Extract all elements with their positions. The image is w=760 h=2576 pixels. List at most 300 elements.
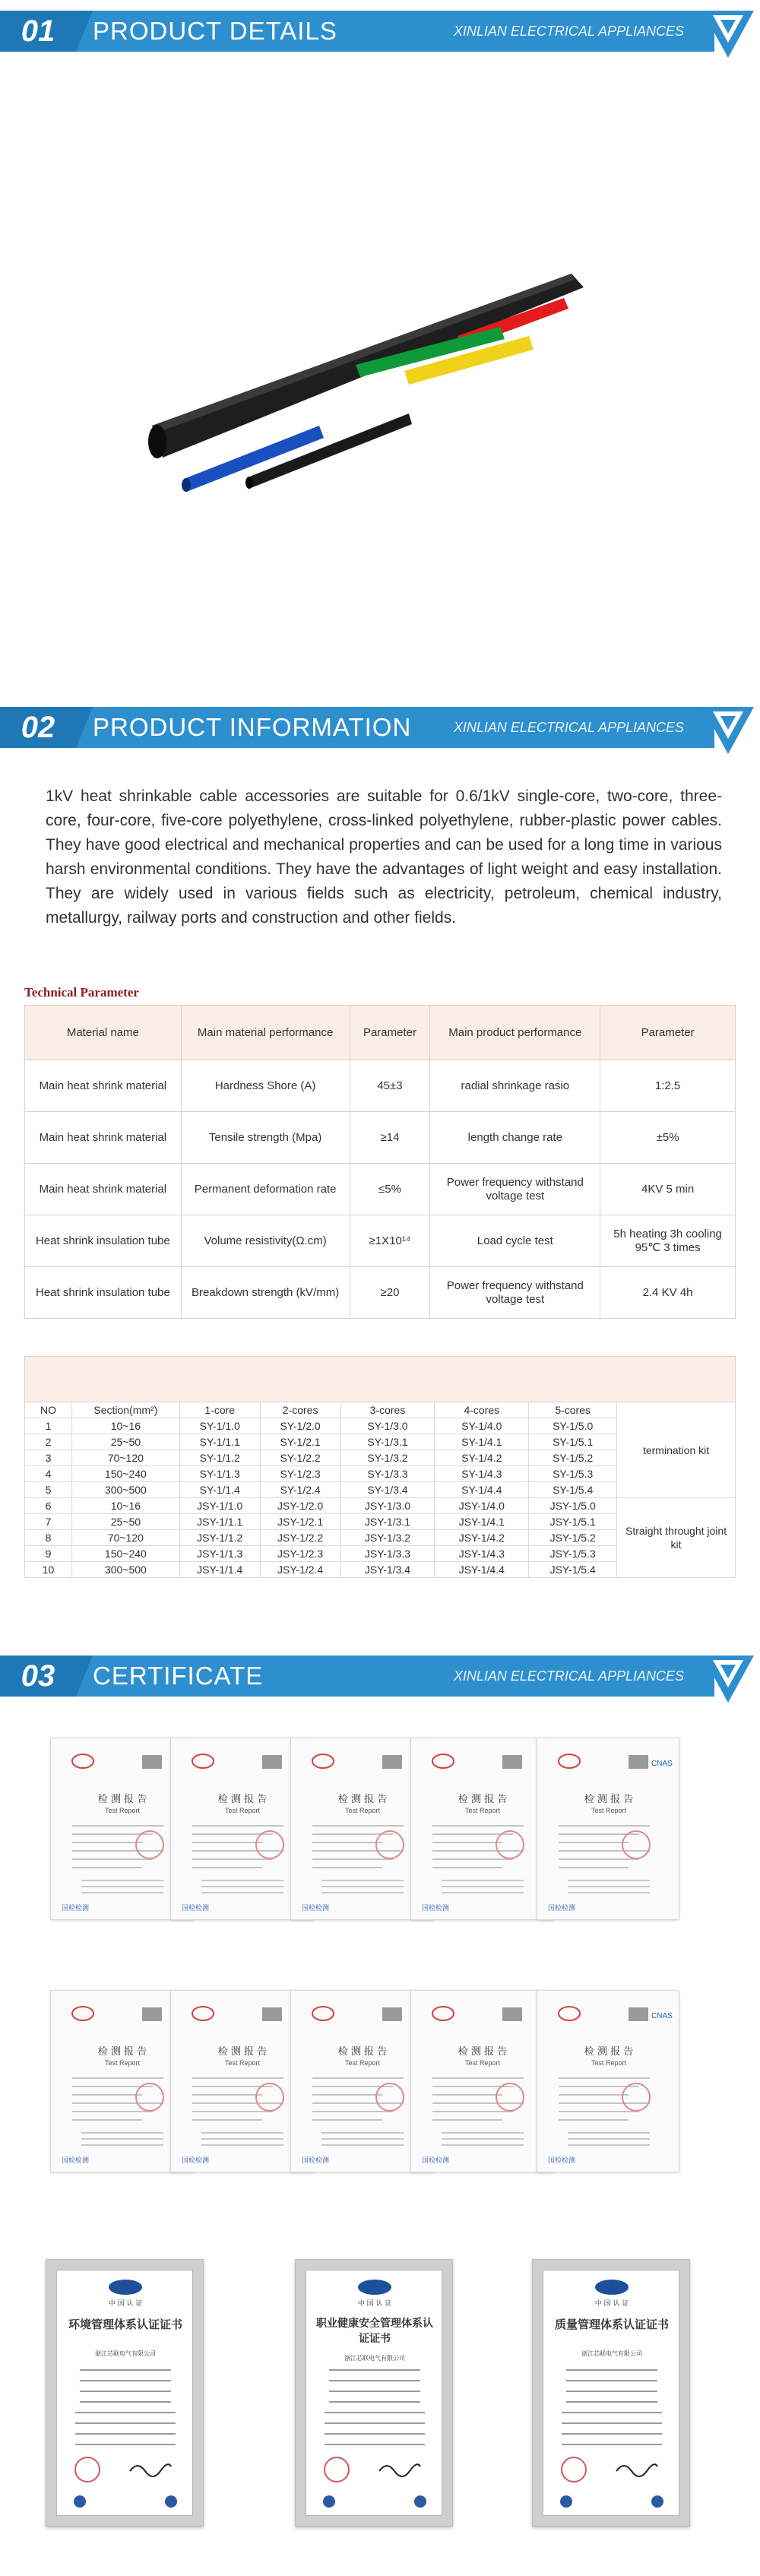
header-cell: 4-cores: [435, 1402, 529, 1418]
table-cell: SY-1/3.2: [340, 1450, 435, 1466]
stamp-icon: [376, 2083, 404, 2111]
table-cell: JSY-1/2.1: [260, 1514, 340, 1530]
table-row: [25, 1498, 736, 1514]
cert-logo-icon: [560, 2495, 572, 2508]
report-text-line: [442, 1886, 524, 1887]
report-subtitle: Test Report: [224, 2059, 261, 2067]
table-cell: SY-1/5.4: [529, 1482, 617, 1498]
section-title: PRODUCT INFORMATION: [93, 713, 412, 741]
table-cell: 70~120: [71, 1450, 179, 1466]
table-cell: Volume resistivity(Ω.cm): [181, 1215, 350, 1267]
report-text-line: [201, 1880, 283, 1881]
table-cell: Permanent deformation rate: [181, 1164, 350, 1215]
report-badge-icon: [502, 2007, 522, 2021]
table-cell: ≥20: [350, 1267, 430, 1319]
report-subtitle: Test Report: [344, 1807, 381, 1814]
table-cell: JSY-1/4.2: [435, 1530, 529, 1546]
report-text-line: [321, 2132, 404, 2134]
header-cell: 3-cores: [340, 1402, 435, 1418]
report-text-line: [81, 2138, 163, 2140]
table-cell: JSY-1/5.0: [529, 1498, 617, 1514]
table-cell: JSY-1/5.1: [529, 1514, 617, 1530]
table-cell: SY-1/3.0: [340, 1418, 435, 1434]
stamp-icon: [376, 1831, 404, 1858]
report-text-line: [442, 1880, 524, 1881]
technical-parameter-title: Technical Parameter: [24, 985, 139, 1000]
table-cell: ≥14: [350, 1112, 430, 1164]
table-cell: SY-1/5.2: [529, 1450, 617, 1466]
table-cell: SY-1/5.3: [529, 1466, 617, 1482]
cert-title: 环境管理体系认证证书: [68, 2318, 182, 2331]
cert-text-line: [325, 2422, 425, 2424]
table-cell: JSY-1/1.4: [179, 1562, 260, 1578]
table-cell: Main heat shrink material: [25, 1164, 182, 1215]
report-footer-logo: 国检检测: [548, 1905, 576, 1912]
report-badge-icon: [142, 1755, 162, 1769]
report-text-line: [568, 1892, 650, 1893]
table-cell: 150~240: [71, 1466, 179, 1482]
certificate-decoration: [57, 2270, 194, 2517]
brand-v-icon: [699, 1649, 757, 1707]
section-header-certificate: [0, 1645, 760, 1709]
table-cell: SY-1/4.0: [435, 1418, 529, 1434]
header-cell: 1-core: [179, 1402, 260, 1418]
table-cell: ≤5%: [350, 1164, 430, 1215]
test-report-card: [537, 1990, 679, 2172]
cert-text-line: [329, 2401, 420, 2403]
stamp-icon: [256, 2083, 283, 2111]
report-text-line: [568, 1880, 650, 1881]
table-cell: 70~120: [71, 1530, 179, 1546]
report-text-line: [81, 1880, 163, 1881]
report-text-line: [568, 2138, 650, 2140]
cert-text-line: [325, 2433, 425, 2435]
table-row: [25, 1267, 736, 1319]
report-text-line: [72, 2119, 142, 2121]
report-title: 检 测 报 告: [217, 2046, 268, 2058]
table-cell: JSY-1/1.3: [179, 1546, 260, 1562]
cert-company: 浙江芯联电气有限公司: [581, 2350, 642, 2357]
report-text-line: [72, 2094, 142, 2096]
report-footer-logo: 国检检测: [422, 2157, 450, 2165]
table-cell: ±5%: [600, 1112, 736, 1164]
test-report-card: [410, 1990, 553, 2172]
report-footer-logo: 国检检测: [62, 2157, 90, 2165]
cert-title: 质量管理体系认证证书: [554, 2318, 669, 2331]
report-text-line: [559, 2111, 639, 2112]
table-cell: SY-1/1.3: [179, 1466, 260, 1482]
cert-title: 职业健康安全管理体系认证证书: [316, 2318, 433, 2345]
report-text-line: [432, 1858, 513, 1860]
report-text-line: [201, 1886, 283, 1887]
report-badge-icon: [262, 2007, 282, 2021]
table-cell: JSY-1/2.2: [260, 1530, 340, 1546]
report-text-line: [72, 1842, 142, 1843]
report-text-line: [442, 2132, 524, 2134]
cert-text-line: [562, 2444, 662, 2445]
report-text-line: [432, 1842, 502, 1843]
report-text-line: [192, 2077, 283, 2079]
cert-text-line: [562, 2422, 662, 2424]
table-cell: SY-1/5.1: [529, 1434, 617, 1450]
report-logo-icon: [312, 2007, 334, 2020]
report-text-line: [72, 1825, 163, 1827]
test-report-card: [537, 1738, 679, 1920]
report-text-line: [432, 1850, 524, 1852]
table-cell: JSY-1/4.0: [435, 1498, 529, 1514]
report-title: 检 测 报 告: [337, 2046, 388, 2058]
certificate-decoration: [306, 2270, 443, 2517]
cnas-label: CNAS: [651, 1760, 673, 1768]
report-text-line: [312, 1858, 393, 1860]
table-cell: JSY-1/4.1: [435, 1514, 529, 1530]
section-title: CERTIFICATE: [93, 1662, 264, 1690]
table-row: [25, 1215, 736, 1267]
report-text-line: [442, 2144, 524, 2146]
header-cell: 2-cores: [260, 1402, 340, 1418]
table-cell: 7: [25, 1514, 72, 1530]
report-logo-icon: [559, 2007, 580, 2020]
header-cell: Section(mm²): [71, 1402, 179, 1418]
cert-text-line: [80, 2401, 171, 2403]
cqc-emblem-icon: [595, 2280, 629, 2295]
report-text-line: [432, 2077, 524, 2079]
table-row: [25, 1164, 736, 1215]
product-description: 1kV heat shrinkable cable accessories are suitable for 0.6/1kV single-core, two-core, three-core, four-core, five-core polyethylene, cross-linked polyethylene, rubber-plastic power cables. They have good electrical and mechanical properties and can be used for a long time in various harsh environmental conditions. They have the advantages of light weight and easy installation. They are widely used in various fields such as electricity, petroleum, chemical industry, metallurgy, railway ports and construction and other fields.: [46, 787, 722, 927]
table-cell: 6: [25, 1498, 72, 1514]
table-cell: Main heat shrink material: [25, 1112, 182, 1164]
report-text-line: [81, 2132, 163, 2134]
stamp-icon: [256, 1831, 283, 1858]
report-text-line: [559, 2102, 650, 2104]
report-subtitle: Test Report: [104, 1807, 141, 1814]
technical-parameter-table: [24, 1005, 736, 1319]
table-cell: length change rate: [430, 1112, 600, 1164]
test-report-row-1: [50, 1738, 711, 1935]
certificate-frame-environment: [46, 2259, 204, 2527]
table-cell: SY-1/3.1: [340, 1434, 435, 1450]
report-text-line: [312, 2119, 382, 2121]
header-cell: NO: [25, 1402, 72, 1418]
report-text-line: [72, 1858, 153, 1860]
table-cell: Hardness Shore (A): [181, 1060, 350, 1112]
cert-text-line: [80, 2391, 171, 2392]
report-text-line: [559, 1850, 650, 1852]
cert-text-line: [562, 2412, 662, 2413]
table-cell: SY-1/4.3: [435, 1466, 529, 1482]
table-cell: 5: [25, 1482, 72, 1498]
cert-org: 中 国 认 证: [108, 2300, 143, 2308]
report-text-line: [559, 2077, 650, 2079]
brand-v-icon: [699, 5, 757, 62]
table-cell: 1:2.5: [600, 1060, 736, 1112]
report-text-line: [568, 2144, 650, 2146]
report-title: 检 测 报 告: [217, 1794, 268, 1805]
header-cell: Main material performance: [181, 1006, 350, 1060]
report-text-line: [192, 2119, 262, 2121]
table-cell: SY-1/4.2: [435, 1450, 529, 1466]
title-band-cell: [25, 1357, 736, 1402]
stamp-icon: [136, 2083, 163, 2111]
report-text-line: [81, 2144, 163, 2146]
report-text-line: [201, 2132, 283, 2134]
table-cell: SY-1/3.3: [340, 1466, 435, 1482]
report-title: 检 测 报 告: [97, 1794, 147, 1805]
table-cell: JSY-1/5.2: [529, 1530, 617, 1546]
report-title: 检 测 报 告: [97, 2046, 147, 2058]
test-report-document: [411, 1991, 554, 2173]
cert-text-line: [562, 2433, 662, 2435]
report-text-line: [559, 2094, 629, 2096]
report-text-line: [192, 1850, 283, 1852]
seal-icon: [562, 2457, 586, 2482]
report-text-line: [192, 2102, 283, 2104]
table-cell: Breakdown strength (kV/mm): [181, 1267, 350, 1319]
report-text-line: [312, 2077, 404, 2079]
test-report-document: [537, 1738, 680, 1921]
report-text-line: [312, 2111, 393, 2112]
product-photo-heat-shrink-tubes: [106, 251, 593, 502]
report-text-line: [312, 2094, 382, 2096]
cert-text-line: [75, 2444, 176, 2445]
table-cell: JSY-1/2.0: [260, 1498, 340, 1514]
report-footer-logo: 国检检测: [182, 1905, 210, 1912]
cert-org: 中 国 认 证: [594, 2300, 629, 2308]
group-label-joint: Straight throught joint kit: [617, 1498, 736, 1578]
report-logo-icon: [432, 1754, 454, 1768]
report-logo-icon: [192, 2007, 214, 2020]
cert-company: 浙江芯联电气有限公司: [95, 2350, 156, 2357]
report-subtitle: Test Report: [464, 2059, 501, 2067]
report-title: 检 测 报 告: [584, 2046, 634, 2058]
table-cell: SY-1/4.1: [435, 1434, 529, 1450]
report-title: 检 测 报 告: [584, 1794, 634, 1805]
certificate-frame-quality: [532, 2259, 690, 2527]
company-name: XINLIAN ELECTRICAL APPLIANCES: [453, 1668, 684, 1684]
report-text-line: [72, 2111, 153, 2112]
cert-text-line: [80, 2369, 171, 2371]
report-text-line: [192, 2111, 273, 2112]
report-text-line: [72, 1867, 142, 1868]
table-header-row: [25, 1006, 736, 1060]
report-footer-logo: 国检检测: [548, 2157, 576, 2165]
report-text-line: [559, 1867, 629, 1868]
report-footer-logo: 国检检测: [62, 1905, 90, 1912]
table-cell: SY-1/1.2: [179, 1450, 260, 1466]
signature-icon: [379, 2464, 420, 2476]
table-cell: SY-1/1.0: [179, 1418, 260, 1434]
header-cell: 5-cores: [529, 1402, 617, 1418]
stamp-icon: [496, 1831, 524, 1858]
cert-text-line: [75, 2422, 176, 2424]
cert-org: 中 国 认 证: [357, 2300, 392, 2308]
table-cell: 10~16: [71, 1498, 179, 1514]
report-text-line: [568, 1886, 650, 1887]
table-cell: JSY-1/3.3: [340, 1546, 435, 1562]
report-text-line: [201, 1892, 283, 1893]
cert-text-line: [75, 2412, 176, 2413]
report-text-line: [432, 1825, 524, 1827]
report-text-line: [312, 1867, 382, 1868]
report-title: 检 测 报 告: [337, 1794, 388, 1805]
report-subtitle: Test Report: [591, 1807, 627, 1814]
report-text-line: [72, 1850, 163, 1852]
table-row: [25, 1112, 736, 1164]
header-cell: Material name: [25, 1006, 182, 1060]
table-cell: Power frequency withstand voltage test: [430, 1164, 600, 1215]
signature-icon: [616, 2464, 657, 2476]
report-subtitle: Test Report: [591, 2059, 627, 2067]
report-badge-icon: [262, 1755, 282, 1769]
table-cell: SY-1/2.4: [260, 1482, 340, 1498]
stamp-icon: [496, 2083, 524, 2111]
table-cell: JSY-1/1.2: [179, 1530, 260, 1546]
report-text-line: [72, 2102, 163, 2104]
section-header-product-details: [0, 0, 760, 64]
table-row: [25, 1060, 736, 1112]
report-text-line: [432, 2094, 502, 2096]
report-text-line: [442, 2138, 524, 2140]
cert-text-line: [80, 2380, 171, 2381]
report-text-line: [312, 2102, 404, 2104]
report-text-line: [321, 1886, 404, 1887]
report-logo-icon: [72, 2007, 93, 2020]
table-cell: 300~500: [71, 1482, 179, 1498]
report-text-line: [201, 2138, 283, 2140]
table-cell: JSY-1/4.4: [435, 1562, 529, 1578]
table-header-row: [25, 1402, 736, 1418]
report-text-line: [559, 1825, 650, 1827]
cqc-emblem-icon: [358, 2280, 391, 2295]
table-cell: Heat shrink insulation tube: [25, 1215, 182, 1267]
test-report-document: [537, 1991, 680, 2173]
group-label-termination: termination kit: [617, 1402, 736, 1498]
cert-text-line: [325, 2412, 425, 2413]
report-logo-icon: [559, 1754, 580, 1768]
report-text-line: [192, 1825, 283, 1827]
cert-text-line: [325, 2444, 425, 2445]
cnas-label: CNAS: [651, 2012, 673, 2020]
report-logo-icon: [72, 1754, 93, 1768]
header-cell: Parameter: [600, 1006, 736, 1060]
section-number: 02: [0, 707, 76, 748]
table-cell: JSY-1/4.3: [435, 1546, 529, 1562]
report-text-line: [192, 1858, 273, 1860]
report-logo-icon: [192, 1754, 214, 1768]
table-cell: SY-1/1.4: [179, 1482, 260, 1498]
table-cell: JSY-1/3.4: [340, 1562, 435, 1578]
cert-text-line: [566, 2391, 657, 2392]
brand-v-icon: [699, 701, 757, 759]
cert-logo-icon: [651, 2495, 663, 2508]
report-text-line: [192, 2094, 262, 2096]
report-text-line: [192, 1842, 262, 1843]
table-cell: 9: [25, 1546, 72, 1562]
report-text-line: [312, 1850, 404, 1852]
table-cell: radial shrinkage rasio: [430, 1060, 600, 1112]
table-cell: JSY-1/3.2: [340, 1530, 435, 1546]
table-cell: SY-1/2.2: [260, 1450, 340, 1466]
report-footer-logo: 国检检测: [182, 2157, 210, 2165]
test-report-card: [410, 1738, 553, 1920]
table-cell: SY-1/3.4: [340, 1482, 435, 1498]
report-text-line: [192, 1867, 262, 1868]
company-name: XINLIAN ELECTRICAL APPLIANCES: [453, 720, 684, 735]
table-cell: 45±3: [350, 1060, 430, 1112]
report-footer-logo: 国检检测: [302, 2157, 330, 2165]
table-cell: SY-1/2.3: [260, 1466, 340, 1482]
report-badge-icon: [382, 2007, 402, 2021]
report-subtitle: Test Report: [224, 1807, 261, 1814]
cert-text-line: [75, 2433, 176, 2435]
cert-logo-icon: [165, 2495, 177, 2508]
report-text-line: [72, 2077, 163, 2079]
header-cell: Main product performance: [430, 1006, 600, 1060]
table-cell: 2.4 KV 4h: [600, 1267, 736, 1319]
company-name: XINLIAN ELECTRICAL APPLIANCES: [453, 24, 684, 39]
cert-text-line: [566, 2380, 657, 2381]
report-text-line: [559, 1842, 629, 1843]
cert-text-line: [566, 2369, 657, 2371]
report-text-line: [201, 2144, 283, 2146]
report-text-line: [432, 1867, 502, 1868]
table-cell: Tensile strength (Mpa): [181, 1112, 350, 1164]
cert-logo-icon: [323, 2495, 335, 2508]
report-text-line: [321, 2138, 404, 2140]
report-footer-logo: 国检检测: [422, 1905, 450, 1912]
test-report-document: [411, 1738, 554, 1921]
certificate-decoration: [543, 2270, 680, 2517]
table-cell: 25~50: [71, 1434, 179, 1450]
report-logo-icon: [432, 2007, 454, 2020]
table-cell: JSY-1/3.0: [340, 1498, 435, 1514]
report-text-line: [568, 2132, 650, 2134]
report-text-line: [432, 2111, 513, 2112]
cert-text-line: [329, 2369, 420, 2371]
test-report-row-2: [50, 1990, 711, 2188]
table-cell: JSY-1/5.4: [529, 1562, 617, 1578]
report-text-line: [559, 2119, 629, 2121]
stamp-icon: [622, 2083, 650, 2111]
table-cell: SY-1/4.4: [435, 1482, 529, 1498]
table-cell: 5h heating 3h cooling 95℃ 3 times: [600, 1215, 736, 1267]
table-cell: SY-1/1.1: [179, 1434, 260, 1450]
table-cell: 1: [25, 1418, 72, 1434]
table-cell: Load cycle test: [430, 1215, 600, 1267]
table-cell: 300~500: [71, 1562, 179, 1578]
table-cell: 10: [25, 1562, 72, 1578]
report-text-line: [321, 1892, 404, 1893]
section-title: PRODUCT DETAILS: [93, 17, 337, 45]
cqc-emblem-icon: [109, 2280, 142, 2295]
report-text-line: [312, 1842, 382, 1843]
report-text-line: [312, 1825, 404, 1827]
table-cell: Main heat shrink material: [25, 1060, 182, 1112]
report-text-line: [442, 1892, 524, 1893]
report-badge-icon: [629, 1755, 648, 1769]
report-subtitle: Test Report: [104, 2059, 141, 2067]
report-title: 检 测 报 告: [458, 1794, 508, 1805]
report-badge-icon: [502, 1755, 522, 1769]
table-cell: SY-1/2.1: [260, 1434, 340, 1450]
report-badge-icon: [142, 2007, 162, 2021]
table-cell: 3: [25, 1450, 72, 1466]
report-text-line: [321, 2144, 404, 2146]
report-text-line: [432, 2102, 524, 2104]
table-cell: JSY-1/2.4: [260, 1562, 340, 1578]
table-cell: SY-1/5.0: [529, 1418, 617, 1434]
report-subtitle: Test Report: [344, 2059, 381, 2067]
